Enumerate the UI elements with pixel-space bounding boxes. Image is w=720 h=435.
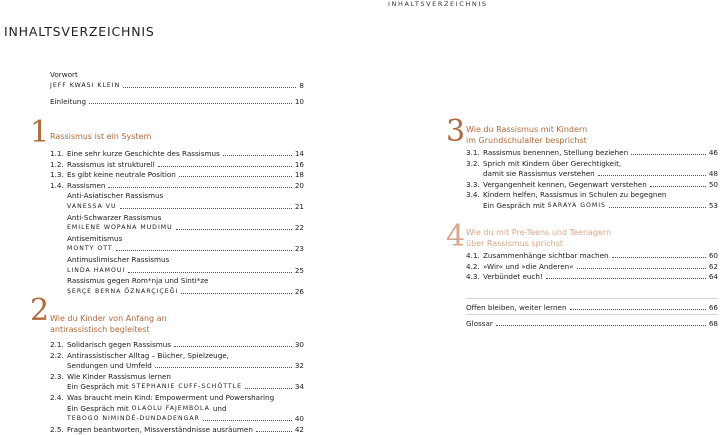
section-title: Wie du mit Pre-Teens und Teenagern — [466, 228, 612, 237]
entry-page: 20 — [294, 180, 304, 190]
toc-entry[interactable] — [67, 413, 304, 424]
section-number: 3 — [446, 114, 466, 149]
entry-author: ŞERÇE BERNA ÖZNARÇIÇEĞI — [67, 287, 179, 295]
dot-leader — [598, 175, 706, 176]
entry-text: Solidarisch gegen Rassismus — [67, 340, 171, 349]
dot-leader — [158, 166, 292, 167]
entry-page: 25 — [294, 265, 304, 275]
entry-text: Sprich mit Kindern über Gerechtigkeit, — [483, 158, 622, 168]
dot-leader — [203, 420, 292, 421]
toc-entry[interactable] — [50, 350, 304, 361]
running-header: INHALTSVERZEICHNIS — [388, 0, 488, 8]
entry-number: 3.3. — [466, 179, 480, 189]
section-title: Wie du Kinder von Anfang an — [50, 314, 167, 323]
toc-entry[interactable] — [67, 286, 304, 297]
entry-author: MONTY OTT — [67, 245, 113, 253]
entry-text: Rassismen — [67, 180, 106, 190]
section-number: 4 — [446, 219, 466, 254]
toc-entry[interactable] — [466, 271, 718, 282]
toc-entry[interactable] — [67, 360, 304, 371]
dot-leader — [116, 250, 292, 251]
entry-page: 34 — [294, 382, 304, 392]
entry-page: 68 — [708, 319, 718, 328]
dot-leader — [123, 87, 296, 88]
entry-text-tail: und — [212, 403, 227, 413]
dot-leader — [128, 272, 292, 273]
toc-entry[interactable] — [67, 275, 304, 286]
entry-text: Ein Gespräch mit — [67, 403, 129, 413]
toc-entry[interactable] — [483, 200, 718, 211]
dot-leader — [108, 187, 291, 188]
dot-leader — [176, 229, 292, 230]
entry-number: 2.4. — [50, 393, 64, 402]
entry-page: 42 — [294, 424, 304, 434]
toc-entry[interactable] — [67, 190, 304, 201]
entry-author: JEFF KWASI KLEIN — [50, 82, 121, 89]
entry-number: 3.2. — [466, 158, 480, 168]
entry-page: 30 — [294, 340, 304, 349]
entry-text: Vorwort — [50, 70, 78, 79]
entry-page: 66 — [708, 303, 718, 312]
entry-page: 10 — [294, 97, 304, 106]
section-title: Wie du Rassismus mit Kindern — [466, 125, 588, 134]
entry-page: 8 — [299, 81, 304, 90]
toc-entry[interactable] — [50, 392, 304, 403]
dot-leader — [577, 268, 706, 269]
entry-text: damit sie Rassismus verstehen — [483, 169, 595, 179]
section-title: Rassismus ist ein System — [50, 132, 152, 141]
entry-page: 18 — [294, 170, 304, 180]
entry-text: Antimuslimischer Rassismus — [67, 255, 170, 264]
toc-entry[interactable] — [466, 179, 718, 190]
entry-text: Zusammenhänge sichtbar machen — [483, 251, 609, 260]
entry-text: Ein Gespräch mit — [67, 382, 129, 392]
entry-number: 2.2. — [50, 350, 64, 360]
toc-entry[interactable] — [50, 371, 304, 382]
entry-text: Anti-Schwarzer Rassismus — [67, 212, 162, 222]
toc-entry[interactable] — [466, 250, 718, 261]
entry-author: LINDA HAMOUI — [67, 266, 126, 274]
section-number: 2 — [30, 293, 50, 328]
toc-entry[interactable] — [50, 339, 304, 350]
section-title: im Grundschulalter besprichst — [466, 135, 587, 145]
entry-page: 60 — [708, 251, 718, 260]
separator-line — [466, 298, 718, 299]
toc-entry[interactable] — [50, 148, 304, 159]
dot-leader — [155, 367, 292, 368]
entry-text: Es gibt keine neutrale Position — [67, 170, 176, 180]
dot-leader — [120, 208, 292, 209]
entry-number: 1.2. — [50, 159, 64, 169]
entry-text: Offen bleiben, weiter lernen — [466, 303, 567, 312]
entry-text: Sendungen und Umfeld — [67, 361, 152, 371]
entry-number: 1.4. — [50, 180, 64, 190]
entry-author: EMILENE WOPANA MUDIMU — [67, 224, 173, 232]
entry-text: Was braucht mein Kind: Empowerment und Powersharing — [67, 393, 275, 402]
dot-leader — [245, 388, 292, 389]
dot-leader — [546, 278, 706, 279]
entry-author: SARAYA GOMIS — [547, 202, 606, 209]
toc-entry[interactable] — [466, 189, 718, 200]
toc-entry[interactable] — [67, 381, 304, 392]
toc-entry-vorwort[interactable] — [50, 69, 304, 80]
entry-text: Rassismus gegen Rom*nja und Sinti*ze — [67, 276, 209, 286]
entry-text: Ein Gespräch mit — [483, 201, 545, 210]
entry-number: 1.1. — [50, 149, 64, 158]
entry-text: Fragen beantworten, Missverständnisse ausräumen — [67, 424, 253, 434]
entry-text: Rassismus benennen, Stellung beziehen — [483, 148, 629, 157]
entry-page: 32 — [294, 361, 304, 371]
entry-text: Antirassistischer Alltag – Bücher, Spielzeuge, — [67, 350, 229, 360]
toc-entry[interactable] — [67, 222, 304, 233]
entry-text: Verbündet euch! — [483, 272, 543, 282]
entry-page: 46 — [708, 148, 718, 157]
entry-number: 2.1. — [50, 340, 64, 349]
entry-page: 53 — [708, 201, 718, 210]
toc-entry[interactable] — [466, 302, 718, 313]
entry-number: 2.3. — [50, 371, 64, 381]
entry-page: 26 — [294, 286, 304, 296]
entry-number: 3.1. — [466, 148, 480, 157]
entry-number: 3.4. — [466, 190, 480, 200]
toc-entry[interactable] — [67, 212, 304, 223]
dot-leader — [496, 325, 706, 326]
entry-text: »Wir« und »die Anderen« — [483, 261, 574, 271]
toc-entry[interactable] — [466, 147, 718, 158]
page-title: INHALTSVERZEICHNIS — [4, 24, 155, 39]
dot-leader — [179, 176, 292, 177]
toc-entry-einleitung[interactable] — [50, 96, 304, 107]
entry-text: Einleitung — [50, 97, 87, 106]
section-number: 1 — [30, 115, 50, 150]
entry-number: 4.1. — [466, 251, 480, 260]
entry-page: 40 — [294, 414, 304, 424]
entry-text: Glossar — [466, 319, 493, 328]
dot-leader — [89, 103, 292, 104]
toc-entry[interactable] — [67, 233, 304, 244]
entry-text: Antisemitismus — [67, 233, 123, 243]
dot-leader — [609, 207, 706, 208]
entry-text: Anti-Asiatischer Rassismus — [67, 191, 164, 201]
dot-leader — [223, 155, 292, 156]
toc-entry[interactable] — [67, 265, 304, 276]
entry-number: 4.3. — [466, 272, 480, 282]
section-title: über Rassismus sprichst — [466, 238, 564, 248]
toc-entry[interactable] — [483, 168, 718, 179]
toc-entry[interactable] — [67, 403, 304, 414]
toc-entry[interactable] — [50, 424, 304, 435]
entry-text: Vergangenheit kennen, Gegenwart verstehen — [483, 179, 647, 189]
dot-leader — [650, 186, 706, 187]
toc-entry[interactable] — [67, 243, 304, 254]
dot-leader — [612, 257, 706, 258]
entry-page: 21 — [294, 202, 304, 211]
entry-page: 50 — [708, 179, 718, 189]
separator-line — [466, 314, 718, 315]
entry-author: TEBOGO NIMINDÉ-DUNDADENGAR — [67, 415, 200, 423]
entry-text: Eine sehr kurze Geschichte des Rassismus — [67, 149, 220, 158]
toc-entry[interactable] — [67, 254, 304, 265]
toc-entry-vorwort-author[interactable] — [50, 80, 304, 91]
entry-number: 1.3. — [50, 170, 64, 180]
entry-text: Rassismus ist strukturell — [67, 159, 155, 169]
entry-page: 48 — [708, 169, 718, 179]
toc-entry[interactable] — [50, 180, 304, 191]
section-title: antirassistisch begleitest — [50, 324, 150, 334]
entry-page: 14 — [294, 149, 304, 158]
toc-entry[interactable] — [466, 158, 718, 169]
entry-page: 62 — [708, 261, 718, 271]
entry-author: STEPHANIE CUFF-SCHÖTTLE — [131, 383, 242, 391]
toc-entry[interactable] — [50, 169, 304, 180]
entry-number: 4.2. — [466, 261, 480, 271]
entry-author: OLAOLU FAJEMBOLA — [131, 404, 210, 412]
toc-entry[interactable] — [466, 318, 718, 329]
entry-text: Wie Kinder Rassismus lernen — [67, 371, 171, 381]
toc-entry[interactable] — [67, 201, 304, 212]
dot-leader — [631, 154, 706, 155]
entry-page: 23 — [294, 244, 304, 254]
entry-author: VANESSA VU — [67, 203, 117, 210]
dot-leader — [570, 309, 706, 310]
entry-page: 16 — [294, 159, 304, 169]
entry-page: 22 — [294, 223, 304, 233]
entry-text: Kindern helfen, Rassismus in Schulen zu begegnen — [483, 190, 667, 200]
dot-leader — [174, 346, 292, 347]
entry-number: 2.5. — [50, 424, 64, 434]
entry-page: 64 — [708, 272, 718, 282]
toc-entry[interactable] — [466, 261, 718, 272]
dot-leader — [181, 293, 292, 294]
toc-entry[interactable] — [50, 159, 304, 170]
